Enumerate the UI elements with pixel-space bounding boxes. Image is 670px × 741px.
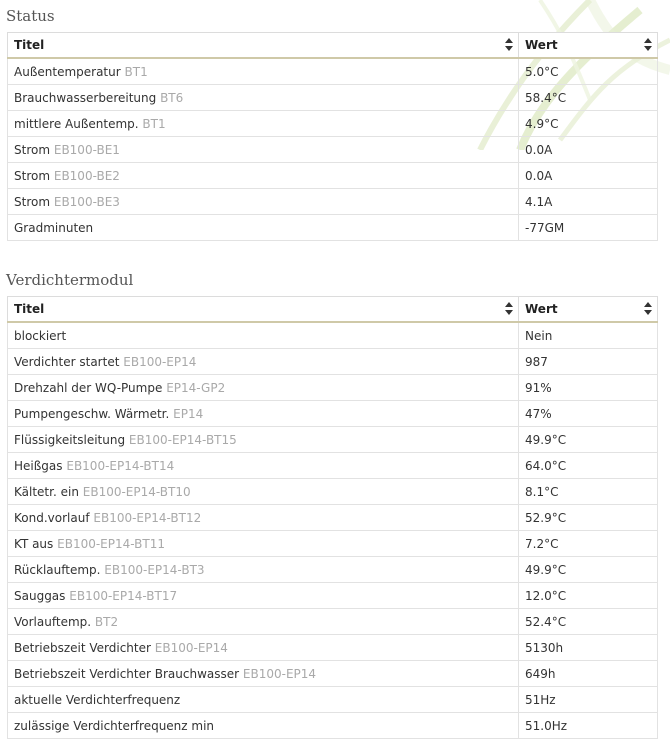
table-row [8, 189, 658, 215]
table-header-row [8, 297, 658, 323]
row-value-cell [519, 215, 658, 241]
row-sensor-code: EB100-EP14 [242, 666, 317, 681]
sort-updown-icon[interactable] [505, 302, 513, 315]
row-sensor-code: EP14 [173, 406, 204, 421]
column-header-label: Wert [525, 38, 558, 52]
row-title-cell [8, 427, 519, 453]
row-label: zulässige Verdichterfrequenz min [14, 718, 215, 733]
row-title-cell [8, 137, 519, 163]
column-header-label: Wert [525, 302, 558, 316]
row-value-cell [519, 85, 658, 111]
row-sensor-code: EB100-EP14-BT17 [69, 588, 178, 603]
row-label: Strom [14, 194, 51, 209]
row-title-cell [8, 189, 519, 215]
table-row [8, 85, 658, 111]
row-value-cell [519, 322, 658, 349]
row-value: 7.2°C [525, 536, 559, 551]
row-label: aktuelle Verdichterfrequenz [14, 692, 181, 707]
table-row [8, 453, 658, 479]
status-section [0, 0, 670, 241]
row-value: 987 [525, 354, 548, 369]
row-value: 51.0Hz [525, 718, 568, 733]
row-value: 4.1A [525, 194, 553, 209]
row-value-cell [519, 635, 658, 661]
table-row [8, 111, 658, 137]
row-value-cell [519, 137, 658, 163]
row-value-cell [519, 713, 658, 739]
row-value-cell [519, 687, 658, 713]
row-title-cell [8, 375, 519, 401]
row-value: 4.9°C [525, 116, 559, 131]
row-value-cell [519, 427, 658, 453]
table-row [8, 322, 658, 349]
row-label: Außentemperatur [14, 64, 121, 79]
row-sensor-code: EP14-GP2 [166, 380, 226, 395]
sort-updown-icon[interactable] [644, 302, 652, 315]
row-title-cell [8, 322, 519, 349]
verdichtermodul-section-title: Verdichtermodul [6, 271, 134, 289]
row-value: 5.0°C [525, 64, 559, 79]
table-row [8, 58, 658, 85]
row-label: Strom [14, 168, 51, 183]
row-value-cell [519, 609, 658, 635]
table-row [8, 557, 658, 583]
row-label: Rücklauftemp. [14, 562, 101, 577]
row-value-cell [519, 479, 658, 505]
table-header-row [8, 33, 658, 59]
row-value: 649h [525, 666, 556, 681]
table-row [8, 661, 658, 687]
row-sensor-code: BT1 [142, 116, 166, 131]
row-label: mittlere Außentemp. [14, 116, 139, 131]
row-label: Kältetr. ein [14, 484, 79, 499]
column-header-wert[interactable] [519, 33, 658, 59]
row-value: 5130h [525, 640, 564, 655]
column-header-wert[interactable] [519, 297, 658, 323]
table-row [8, 427, 658, 453]
table-row [8, 163, 658, 189]
row-sensor-code: EB100-EP14 [154, 640, 228, 655]
row-title-cell [8, 687, 519, 713]
row-title-cell [8, 479, 519, 505]
row-value: 64.0°C [525, 458, 567, 473]
row-label: KT aus [14, 536, 54, 551]
row-value-cell [519, 557, 658, 583]
row-value: 49.9°C [525, 432, 567, 447]
row-title-cell [8, 583, 519, 609]
sort-updown-icon[interactable] [505, 38, 513, 51]
row-sensor-code: BT6 [160, 90, 184, 105]
row-title-cell [8, 661, 519, 687]
verdichtermodul-table [7, 296, 658, 739]
row-value: 8.1°C [525, 484, 559, 499]
row-label: Heißgas [14, 458, 63, 473]
row-title-cell [8, 557, 519, 583]
row-value: 91% [525, 380, 552, 395]
table-row [8, 531, 658, 557]
row-value: 12.0°C [525, 588, 567, 603]
table-row [8, 687, 658, 713]
table-row [8, 349, 658, 375]
table-row [8, 713, 658, 739]
table-row [8, 401, 658, 427]
row-label: Vorlauftemp. [14, 614, 92, 629]
row-value: 51Hz [525, 692, 556, 707]
row-title-cell [8, 111, 519, 137]
row-label: Brauchwasserbereitung [14, 90, 157, 105]
row-sensor-code: BT2 [94, 614, 119, 629]
column-header-titel[interactable] [8, 297, 519, 323]
status-section-title: Status [6, 7, 55, 25]
row-sensor-code: EB100-BE3 [53, 194, 120, 209]
row-value-cell [519, 163, 658, 189]
row-label: Drehzahl der WQ-Pumpe [14, 380, 163, 395]
row-label: blockiert [14, 328, 67, 343]
row-value-cell [519, 189, 658, 215]
column-header-label: Titel [14, 302, 45, 316]
row-value-cell [519, 661, 658, 687]
row-label: Sauggas [14, 588, 66, 603]
row-title-cell [8, 401, 519, 427]
row-sensor-code: EB100-EP14-BT12 [93, 510, 202, 525]
row-label: Strom [14, 142, 51, 157]
column-header-titel[interactable] [8, 33, 519, 59]
row-value: Nein [525, 328, 553, 343]
verdichtermodul-section [0, 264, 670, 739]
row-value-cell [519, 111, 658, 137]
table-row [8, 479, 658, 505]
row-value-cell [519, 583, 658, 609]
row-sensor-code: EB100-BE2 [53, 168, 120, 183]
row-title-cell [8, 505, 519, 531]
row-title-cell [8, 531, 519, 557]
row-title-cell [8, 58, 519, 85]
row-value-cell [519, 375, 658, 401]
row-value-cell [519, 505, 658, 531]
row-title-cell [8, 635, 519, 661]
table-row [8, 609, 658, 635]
row-sensor-code: EB100-EP14 [123, 354, 197, 369]
row-label: Verdichter startet [14, 354, 120, 369]
row-label: Flüssigkeitsleitung [14, 432, 126, 447]
row-label: Pumpengeschw. Wärmetr. [14, 406, 170, 421]
row-sensor-code: EB100-EP14-BT11 [57, 536, 165, 551]
column-header-label: Titel [14, 38, 45, 52]
row-label: Betriebszeit Verdichter Brauchwasser [14, 666, 240, 681]
row-title-cell [8, 349, 519, 375]
row-sensor-code: EB100-EP14-BT10 [82, 484, 191, 499]
row-sensor-code: EB100-EP14-BT3 [104, 562, 205, 577]
row-value-cell [519, 401, 658, 427]
table-row [8, 375, 658, 401]
row-value-cell [519, 453, 658, 479]
table-row [8, 635, 658, 661]
row-sensor-code: EB100-BE1 [53, 142, 120, 157]
row-value: 52.9°C [525, 510, 567, 525]
table-row [8, 583, 658, 609]
row-label: Gradminuten [14, 220, 94, 235]
row-title-cell [8, 163, 519, 189]
row-value: 49.9°C [525, 562, 567, 577]
sort-updown-icon[interactable] [644, 38, 652, 51]
table-row [8, 137, 658, 163]
row-title-cell [8, 713, 519, 739]
row-sensor-code: EB100-EP14-BT15 [128, 432, 237, 447]
row-sensor-code: BT1 [124, 64, 148, 79]
table-row [8, 215, 658, 241]
row-value: 52.4°C [525, 614, 567, 629]
row-title-cell [8, 215, 519, 241]
row-value: 0.0A [525, 168, 553, 183]
row-value: 47% [525, 406, 552, 421]
row-label: Betriebszeit Verdichter [14, 640, 151, 655]
row-sensor-code: EB100-EP14-BT14 [66, 458, 175, 473]
row-title-cell [8, 85, 519, 111]
table-row [8, 505, 658, 531]
row-title-cell [8, 453, 519, 479]
row-value-cell [519, 58, 658, 85]
row-value-cell [519, 531, 658, 557]
row-title-cell [8, 609, 519, 635]
row-value: -77GM [525, 220, 565, 235]
row-value-cell [519, 349, 658, 375]
row-value: 0.0A [525, 142, 553, 157]
row-label: Kond.vorlauf [14, 510, 90, 525]
row-value: 58.4°C [525, 90, 567, 105]
status-table [7, 32, 658, 241]
